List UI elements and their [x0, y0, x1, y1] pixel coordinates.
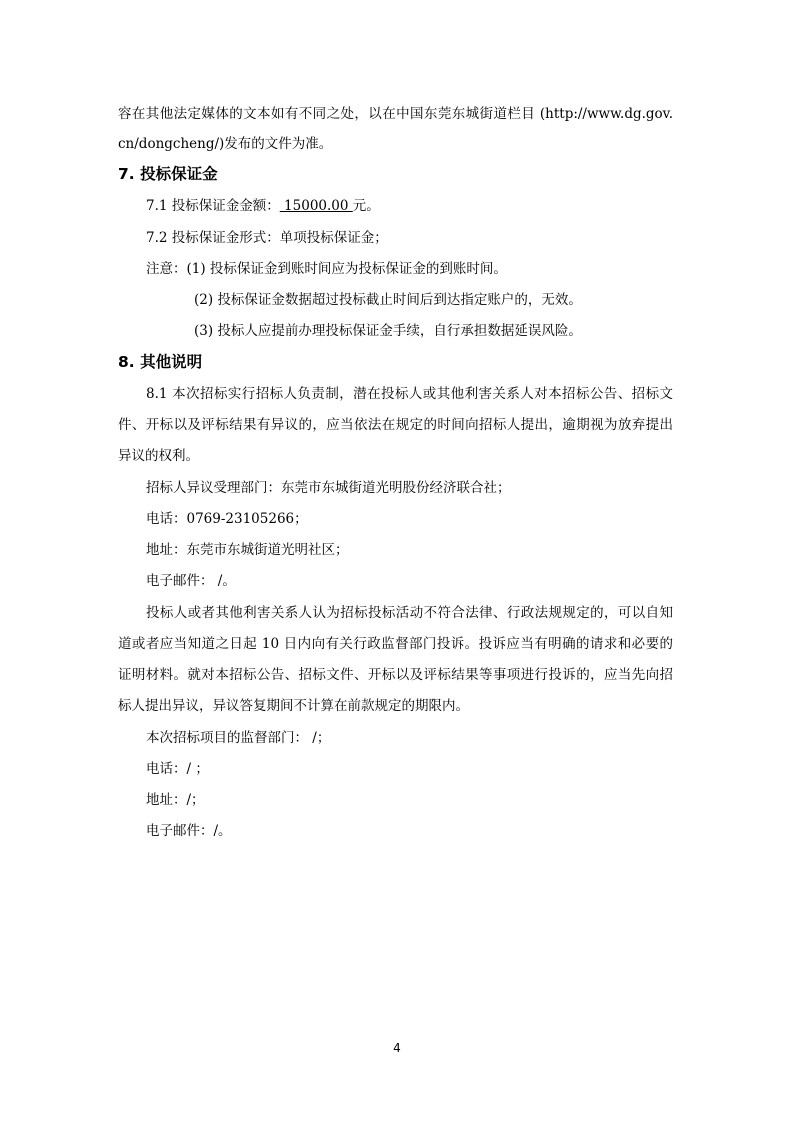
section-8-p2-line-4: 标人提出异议，异议答复期间不计算在前款规定的期限内。 [118, 698, 469, 714]
section-7-item-1 [146, 196, 380, 216]
section-7-note-2: (2) 投标保证金数据超过投标截止时间后到达指定账户的，无效。 [194, 292, 582, 308]
section-7-heading: 7. 投标保证金 [118, 165, 218, 183]
deposit-amount-unit: 元。 [352, 198, 380, 214]
intro-line-2: cn/dongcheng/)发布的文件为准。 [118, 136, 333, 152]
page-number: 4 [393, 1041, 401, 1055]
intro-line-1: 容在其他法定媒体的文本如有不同之处，以在中国东莞东城街道栏目 (http://www.dg.gov. [118, 106, 673, 122]
objection-address: 地址：东莞市东城街道光明社区； [146, 542, 349, 558]
objection-department: 招标人异议受理部门：东莞市东城街道光明股份经济联合社； [146, 480, 511, 496]
supervision-address: 地址：/； [146, 792, 205, 808]
supervision-department: 本次招标项目的监督部门： /； [146, 730, 331, 746]
objection-phone: 电话：0769-23105266； [146, 511, 308, 527]
deposit-amount-value: 15000.00 [279, 198, 353, 214]
section-7-note-1: 注意：(1) 投标保证金到账时间应为投标保证金的到账时间。 [146, 261, 507, 277]
section-8-p2-line-3: 证明材料。就对本招标公告、招标文件、开标以及评标结果等事项进行投诉的，应当先向招 [118, 667, 673, 683]
section-7-note-3: (3) 投标人应提前办理投标保证金手续，自行承担数据延误风险。 [194, 323, 582, 339]
section-7-item-2: 7.2 投标保证金形式：单项投标保证金； [146, 230, 388, 246]
deposit-amount-label: 7.1 投标保证金金额： [146, 198, 280, 214]
section-8-p1-line-3: 异议的权利。 [118, 448, 199, 464]
supervision-phone: 电话：/ ； [146, 761, 209, 777]
supervision-email: 电子邮件：/。 [146, 823, 232, 839]
objection-email: 电子邮件： /。 [146, 573, 236, 589]
section-8-p2-line-1: 投标人或者其他利害关系人认为招标投标活动不符合法律、行政法规规定的，可以自知 [146, 605, 673, 621]
section-8-p2-line-2: 道或者应当知道之日起 10 日内向有关行政监督部门投诉。投诉应当有明确的请求和必要的 [118, 636, 673, 652]
section-8-p1-line-2: 件、开标以及评标结果有异议的，应当依法在规定的时间向招标人提出，逾期视为放弃提出 [118, 417, 673, 433]
section-8-p1-line-1: 8.1 本次招标实行招标人负责制，潜在投标人或其他利害关系人对本招标公告、招标文 [146, 386, 673, 402]
section-8-heading: 8. 其他说明 [118, 353, 203, 371]
